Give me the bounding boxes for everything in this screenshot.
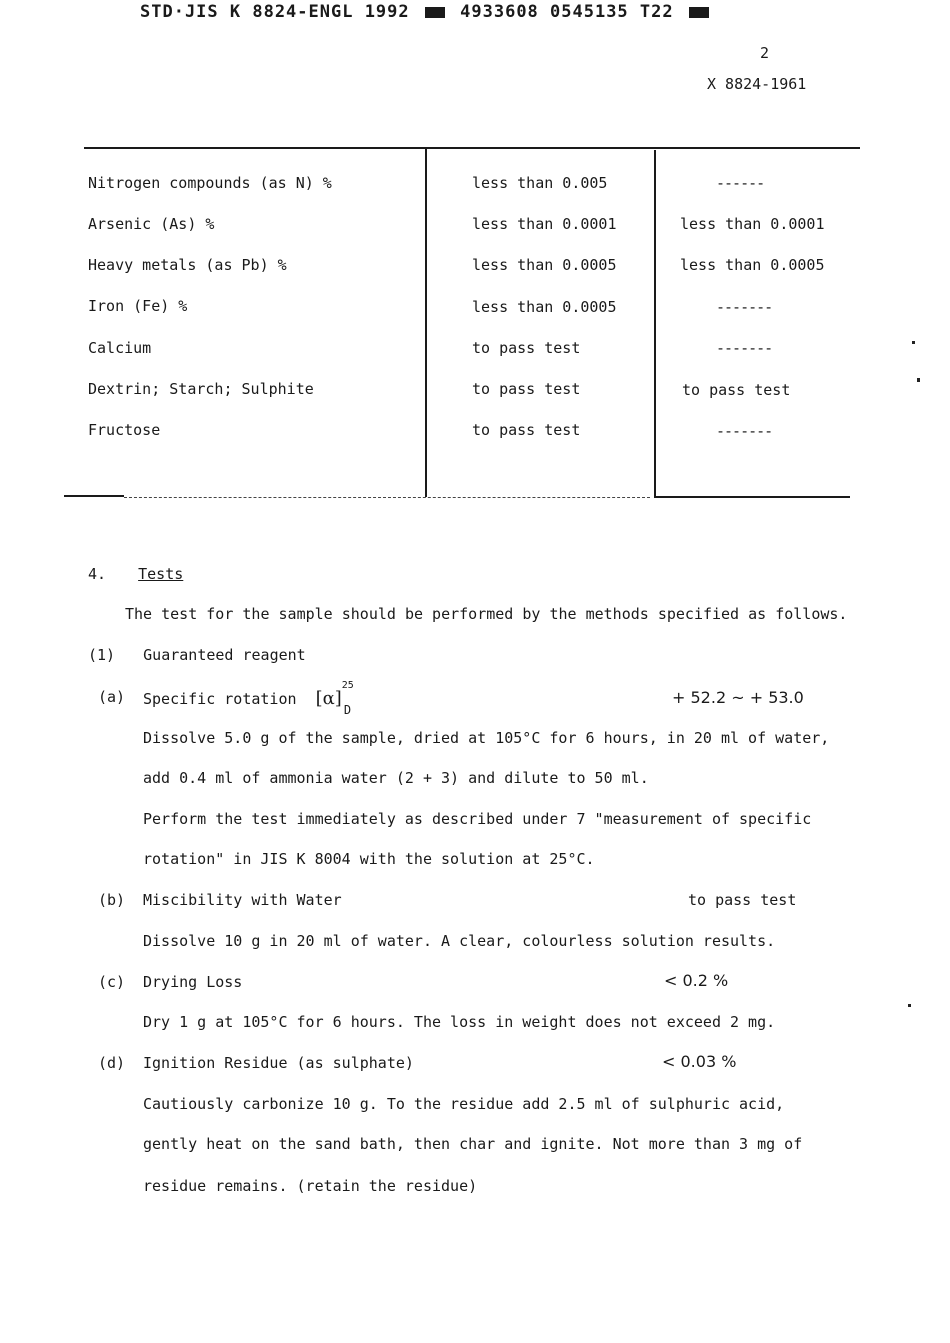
- table-cell-col1: less than 0.0005: [472, 298, 617, 316]
- page-number: 2: [760, 44, 770, 62]
- table-cell-col2: less than 0.0005: [680, 256, 825, 274]
- reagent-number: (1): [88, 646, 116, 664]
- rotation-sup: 25: [341, 680, 354, 691]
- std-code-right: 4933608 0545135 T22: [460, 2, 674, 22]
- test-b-label: (b): [98, 891, 126, 909]
- section-heading: [88, 565, 183, 583]
- redaction-block-icon: [425, 7, 445, 18]
- table-divider-2: [654, 150, 656, 497]
- table-bottom-rule-right: [654, 496, 850, 498]
- test-c-line: Dry 1 g at 105°C for 6 hours. The loss in weight does not exceed 2 mg.: [143, 1013, 776, 1031]
- test-d-line: gently heat on the sand bath, then char and ignite. Not more than 3 mg of: [143, 1135, 803, 1153]
- test-a-title: [143, 680, 361, 717]
- table-cell-col1: less than 0.005: [472, 174, 608, 192]
- table-cell-item: Calcium: [88, 339, 152, 357]
- table-cell-col1: less than 0.0005: [472, 256, 617, 274]
- test-c-spec: < 0.2 %: [664, 971, 729, 990]
- scan-speck: [912, 341, 915, 344]
- table-cell-col2: to pass test: [682, 381, 791, 399]
- table-cell-col2: less than 0.0001: [680, 215, 825, 233]
- table-cell-col1: to pass test: [472, 380, 581, 398]
- table-bottom-rule: [64, 495, 124, 497]
- test-d-title: Ignition Residue (as sulphate): [143, 1054, 414, 1072]
- test-c-title: Drying Loss: [143, 973, 243, 991]
- test-d-line: Cautiously carbonize 10 g. To the residue add 2.5 ml of sulphuric acid,: [143, 1095, 785, 1113]
- table-bottom-rule-dashed: [124, 497, 650, 498]
- test-d-label: (d): [98, 1054, 126, 1072]
- test-d-line: residue remains. (retain the residue): [143, 1177, 478, 1195]
- standard-number: X 8824-1961: [707, 75, 807, 93]
- rotation-sub: D: [343, 703, 352, 717]
- test-a-line: Perform the test immediately as described under 7 "measurement of specific: [143, 810, 812, 828]
- test-a-name: Specific rotation: [143, 690, 297, 708]
- table-cell-item: Fructose: [88, 421, 161, 439]
- test-a-line: add 0.4 ml of ammonia water (2 + 3) and dilute to 50 ml.: [143, 769, 649, 787]
- table-cell-item: Arsenic (As) %: [88, 215, 215, 233]
- test-a-spec: + 52.2 ~ + 53.0: [672, 688, 804, 707]
- table-divider-1: [425, 147, 427, 497]
- test-b-title: Miscibility with Water: [143, 891, 342, 909]
- section-number: 4.: [88, 565, 107, 583]
- std-code-left: STD·JIS K 8824-ENGL 1992: [140, 2, 410, 22]
- test-c-label: (c): [98, 973, 126, 991]
- table-cell-col1: to pass test: [472, 421, 581, 439]
- test-b-spec: to pass test: [688, 891, 797, 909]
- table-cell-item: Heavy metals (as Pb) %: [88, 256, 287, 274]
- test-a-line: Dissolve 5.0 g of the sample, dried at 105°C for 6 hours, in 20 ml of water,: [143, 729, 830, 747]
- table-cell-col1: less than 0.0001: [472, 215, 617, 233]
- scan-speck: [917, 378, 920, 382]
- rotation-symbol: [α]: [315, 688, 342, 709]
- reagent-heading: [88, 646, 306, 664]
- document-header: [140, 2, 713, 22]
- section-intro: The test for the sample should be performed by the methods specified as follows.: [125, 605, 848, 623]
- table-cell-col2: -------: [716, 298, 773, 316]
- table-cell-col1: to pass test: [472, 339, 581, 357]
- redaction-block-icon: [689, 7, 709, 18]
- table-cell-item: Iron (Fe) %: [88, 297, 188, 315]
- table-cell-item: Nitrogen compounds (as N) %: [88, 174, 332, 192]
- table-cell-col2: ------: [716, 174, 765, 192]
- table-top-rule: [84, 147, 860, 149]
- test-b-line: Dissolve 10 g in 20 ml of water. A clear, colourless solution results.: [143, 932, 776, 950]
- test-a-label: (a): [98, 688, 126, 706]
- section-title: Tests: [138, 565, 184, 583]
- table-cell-item: Dextrin; Starch; Sulphite: [88, 380, 314, 398]
- reagent-title: Guaranteed reagent: [143, 646, 306, 664]
- table-cell-col2: -------: [716, 339, 773, 357]
- test-a-line: rotation" in JIS K 8004 with the solution at 25°C.: [143, 850, 595, 868]
- test-d-spec: < 0.03 %: [662, 1052, 737, 1071]
- scan-speck: [908, 1004, 911, 1007]
- table-cell-col2: -------: [716, 422, 773, 440]
